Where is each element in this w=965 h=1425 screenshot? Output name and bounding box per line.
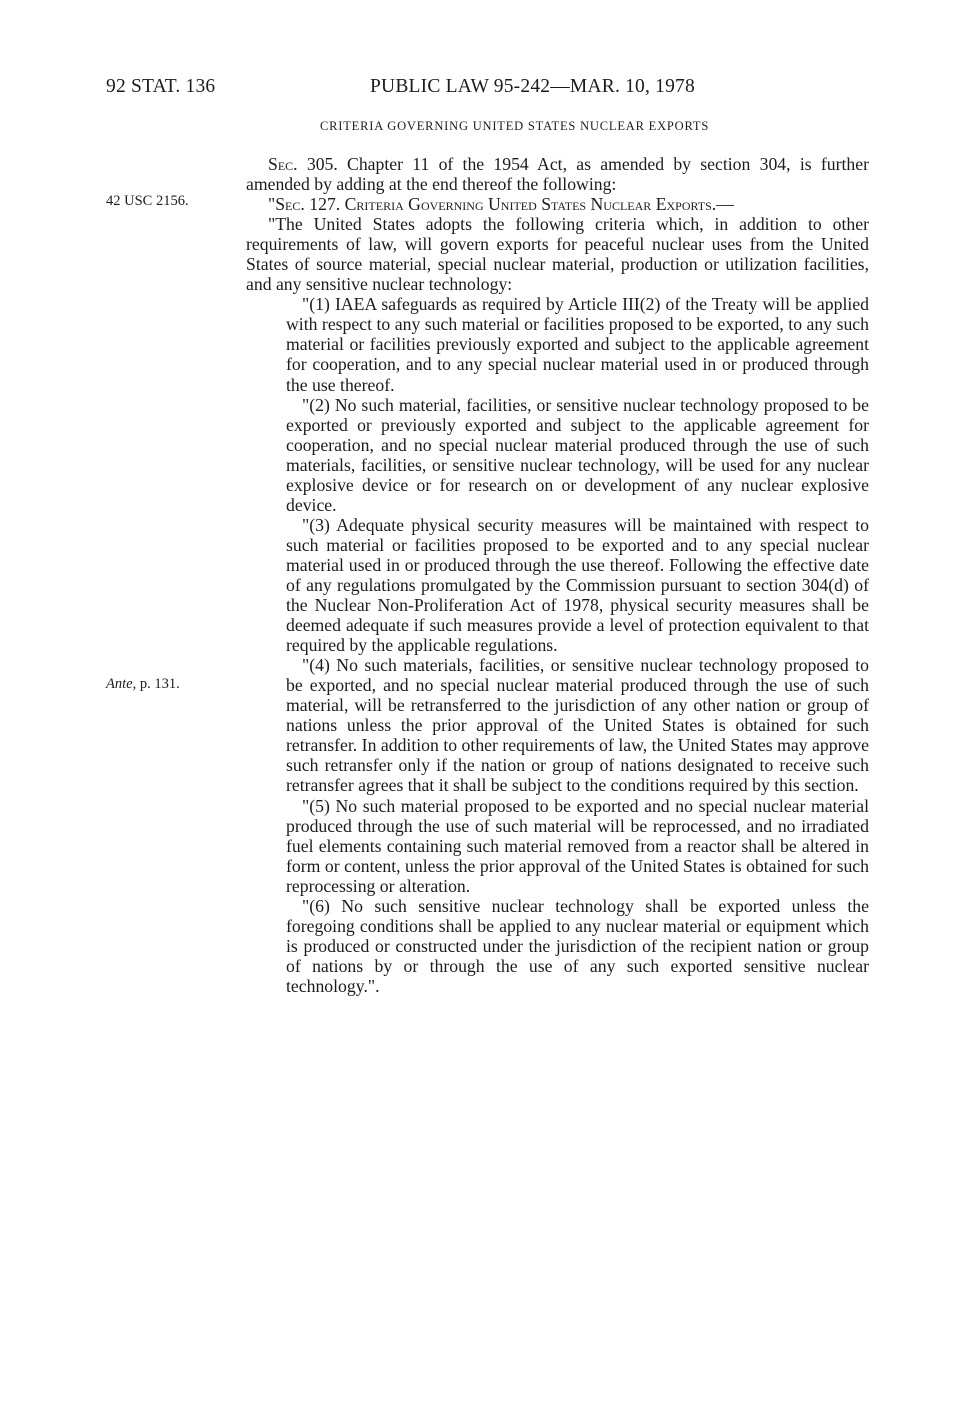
section-305: [246, 154, 869, 194]
sec-127-title: Criteria Governing United States Nuclear Exports.—: [344, 194, 734, 215]
section-127-intro: "The United States adopts the following criteria which, in addition to other requirements of law, will govern exports for peaceful nuclear uses from the United States of source material, special nuclear material, production or utilization facilities, and any sensitive nuclear technology:: [246, 214, 869, 295]
sec-127-number: 127.: [309, 194, 341, 215]
margin-note-usc: 42 USC 2156.: [106, 193, 189, 209]
sec-305-text: 305. Chapter 11 of the 1954 Act, as amended by section 304, is further amended by adding at the end thereof the following:: [246, 154, 869, 195]
margin-note-ante-italic: Ante,: [106, 676, 137, 692]
criterion-6: "(6) No such sensitive nuclear technology shall be exported unless the foregoing conditions shall be applied to any nuclear material or equipment which is produced or constructed under the jurisdiction of the recipient nation or group of nations by or through the use of any such exported sensitive nuclear technology.".: [286, 895, 869, 996]
section-heading: CRITERIA GOVERNING UNITED STATES NUCLEAR EXPORTS: [320, 119, 710, 133]
public-law-title: PUBLIC LAW 95-242—MAR. 10, 1978: [370, 76, 695, 97]
page-header: [0, 76, 965, 106]
criterion-5: "(5) No such material proposed to be exported and no special nuclear material produced through the use of such material will be reprocessed, and no irradiated fuel elements containing such material removed from a reactor shall be altered in form or content, unless the prior approval of the United States is obtained for such reprocessing or alteration.: [286, 795, 869, 896]
margin-note-ante-page: p. 131.: [139, 676, 180, 692]
section-127-heading: [246, 194, 869, 214]
criterion-2: "(2) No such material, facilities, or sensitive nuclear technology proposed to be exported or previously exported and subject to the applicable agreement for cooperation, and no special nuclear material produced through the use of such materials, facilities, or sensitive nuclear technology, will be used for any nuclear explosive device or for research on or development of any nuclear explosive device.: [286, 394, 869, 515]
criterion-1: "(1) IAEA safeguards as required by Article III(2) of the Treaty will be applied with respect to any such material or facilities proposed to be exported, to any such material or facilities previously exported and subject to the applicable agreement for cooperation, and to any special nuclear material used in or produced through the use thereof.: [286, 294, 869, 395]
criterion-3: "(3) Adequate physical security measures will be maintained with respect to such material or facilities proposed to be exported and to any special nuclear material used in or produced through the use thereof. Following the effective date of any regulations promulgated by the Commission pursuant to section 304(d) of the Nuclear Non-Proliferation Act of 1978, physical security measures shall be deemed adequate if such measures provide a level of protection equivalent to that required by the applicable regulations.: [286, 514, 869, 656]
sec-127-label: "Sec.: [268, 194, 305, 215]
statute-page-number: 92 STAT. 136: [106, 76, 216, 97]
sec-305-label: Sec.: [268, 154, 298, 174]
law-body: [246, 154, 869, 996]
criterion-4: "(4) No such materials, facilities, or sensitive nuclear technology proposed to be exported, and no special nuclear material produced through the use of such material, will be retransferred to the jurisdiction of any other nation or group of nations unless the prior approval of the United States is obtained for such retransfer. In addition to other requirements of law, the United States may approve such retransfer only if the nation or group of nations designated to receive such retransfer agrees that it shall be subject to the conditions required by this section.: [286, 655, 869, 796]
margin-note-ante: [106, 676, 180, 693]
